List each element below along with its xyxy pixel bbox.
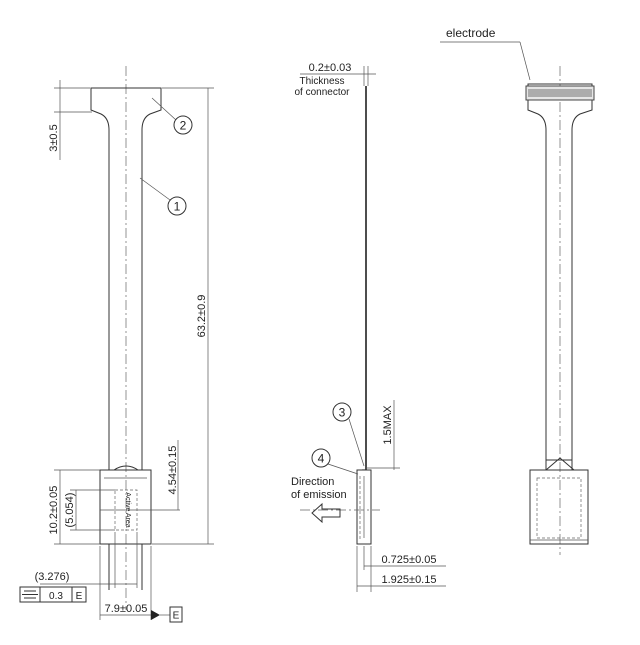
dim-width: 7.9±0.05 bbox=[104, 603, 148, 615]
callout-3-leader bbox=[349, 419, 364, 466]
emission-label-2: of emission bbox=[291, 489, 347, 501]
electrode-pad bbox=[526, 86, 594, 100]
callout-1-text: 1 bbox=[173, 199, 181, 214]
callout-2-text: 2 bbox=[179, 118, 187, 133]
callout-3-text: 3 bbox=[338, 405, 346, 420]
callout-2-leader bbox=[152, 98, 176, 120]
connector-label-2: of connector bbox=[294, 87, 350, 98]
back-view bbox=[440, 26, 594, 555]
dim-outer: 1.925±0.15 bbox=[381, 574, 437, 586]
active-area-label: Active Area bbox=[124, 492, 131, 528]
back-inner-outline bbox=[537, 478, 581, 538]
dim-max-height: 1.5MAX bbox=[382, 405, 394, 445]
dim-box-height: 10.2±0.05 bbox=[48, 485, 60, 535]
callout-4-text: 4 bbox=[317, 451, 325, 466]
tol-datum: E bbox=[75, 591, 83, 602]
callout-1-leader bbox=[140, 178, 170, 200]
front-view bbox=[20, 66, 214, 622]
dim-active-height: (5.054) bbox=[64, 492, 76, 528]
dim-total-length: 63.2±0.9 bbox=[196, 294, 208, 338]
dim-tab-height: 3±0.5 bbox=[48, 124, 60, 152]
emission-label-1: Direction bbox=[291, 476, 335, 488]
electrode-leader bbox=[520, 42, 530, 80]
electrode-label: electrode bbox=[446, 26, 496, 40]
back-display-box bbox=[530, 470, 588, 544]
tol-value: 0.3 bbox=[49, 591, 63, 602]
callout-4-leader bbox=[328, 464, 358, 474]
dim-inner: 0.725±0.05 bbox=[381, 554, 437, 566]
side-view bbox=[291, 62, 446, 592]
dim-connector-thickness: 0.2±0.03 bbox=[308, 62, 352, 74]
connector-label-1: Thickness bbox=[299, 76, 345, 87]
dim-active-width: (3.276) bbox=[34, 571, 70, 583]
datum-arrow-icon bbox=[151, 610, 160, 620]
datum-label: E bbox=[172, 610, 180, 622]
dim-active-offset: 4.54±0.15 bbox=[167, 445, 179, 495]
emission-arrow-icon bbox=[312, 504, 340, 522]
